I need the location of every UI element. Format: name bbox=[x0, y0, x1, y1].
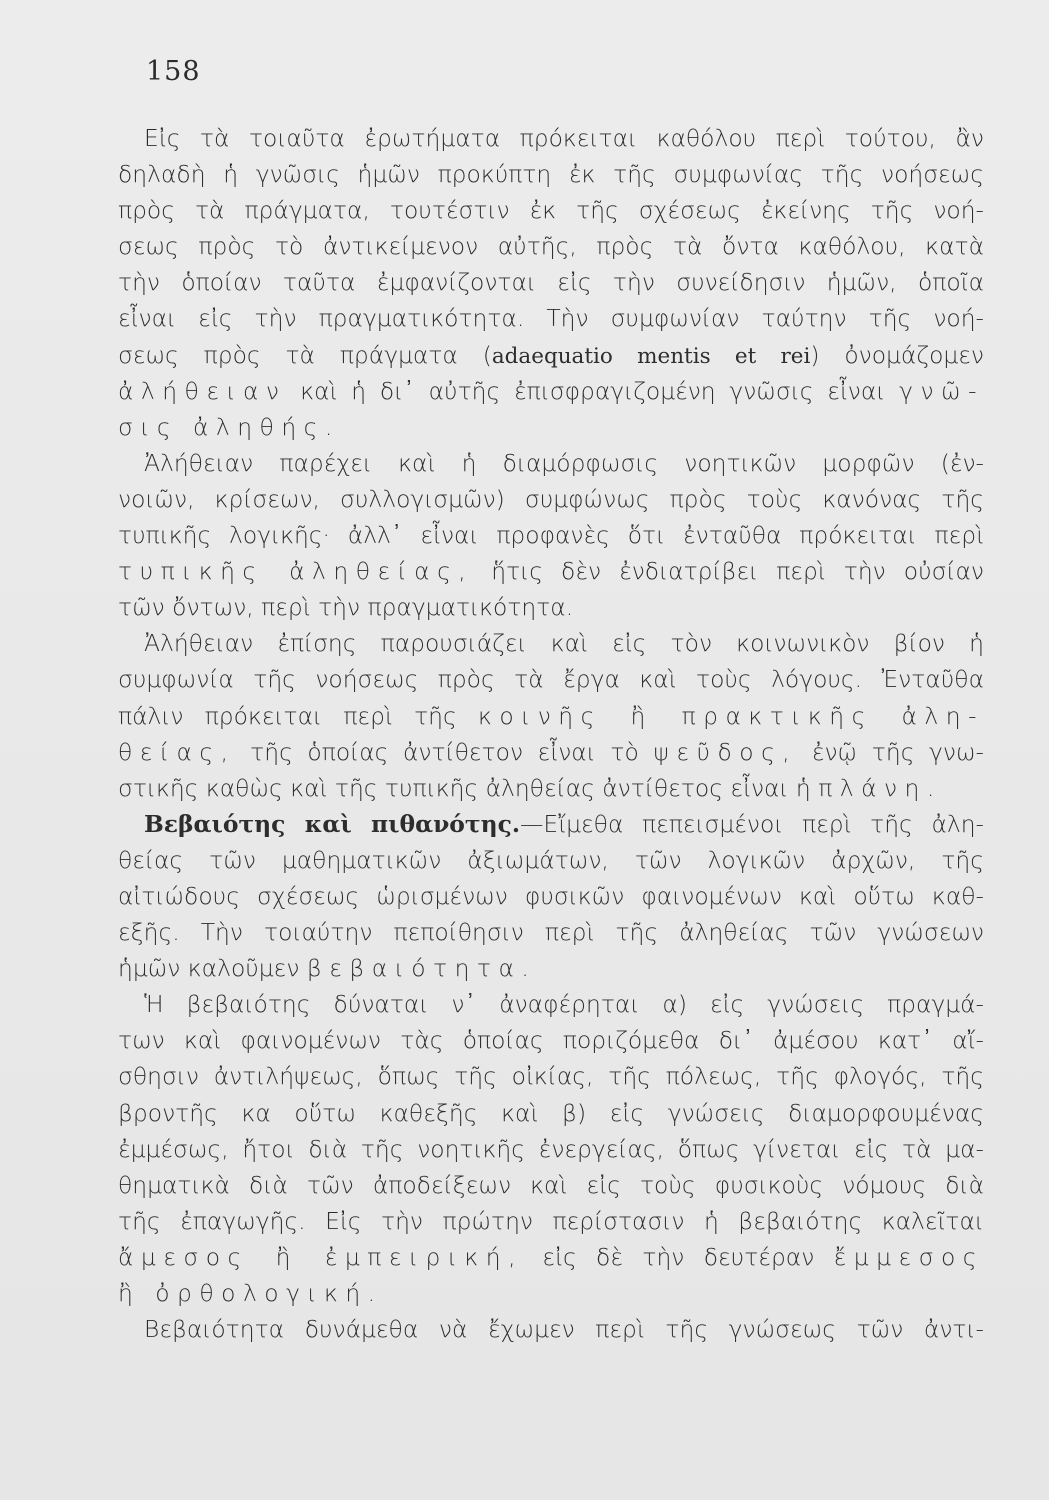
text-line bbox=[118, 1239, 984, 1275]
emphasized-term: τυπικῆς ἀληθείας, bbox=[118, 557, 474, 586]
text-line bbox=[118, 806, 984, 842]
text-segment: εἰς δὲ τὴν δευτέραν bbox=[523, 1242, 834, 1271]
text-line bbox=[118, 734, 984, 770]
section-heading: Βεβαιότης καὶ πιθανότης. bbox=[144, 809, 521, 838]
text-line: Εἰς τὰ τοιαῦτα ἐρωτήματα πρόκειται καθόλου περὶ τούτου, ἂν bbox=[144, 124, 984, 152]
text-segment: ἥτις δὲν ἐνδιατρίβει περὶ τὴν οὐσίαν bbox=[473, 557, 984, 586]
text-segment: σεως πρὸς τὰ πράγματα ( bbox=[118, 340, 492, 369]
text-line bbox=[118, 373, 984, 409]
text-line: ἢ ὀρθολογική. bbox=[118, 1279, 383, 1307]
text-line bbox=[118, 337, 984, 373]
text-line: εξῆς. Τὴν τοιαύτην πεποίθησιν περὶ τῆς ἀληθείας τῶν γνώσεων bbox=[118, 918, 984, 947]
body-text bbox=[118, 120, 984, 1347]
text-line: των καὶ φαινομένων τὰς ὁποίας πoριζόμεθα δι᾽ ἀμέσου κατ᾽ αἴ- bbox=[118, 1026, 984, 1055]
text-line: τυπικῆς λογικῆς· ἀλλ᾽ εἶναι προφανὲς ὅτι ἐνταῦθα πρόκειται περὶ bbox=[118, 521, 984, 550]
text-line: Ἀλήθειαν παρέχει καὶ ἡ διαμόρφωσις νοητικῶν μορφῶν (ἐν- bbox=[144, 448, 984, 477]
text-line: σεως πρὸς τὸ ἀντικείμενον αὐτῆς, πρὸς τὰ ὄντα καθόλου, κατὰ bbox=[118, 232, 984, 261]
emphasized-term: θείας, bbox=[118, 737, 236, 766]
text-segment: τῆς ὁποίας ἀντίθετον εἶναι τὸ bbox=[235, 737, 654, 766]
emphasized-term: ἔμμεσος bbox=[833, 1242, 984, 1271]
text-segment: —Εἴμεθα πεπεισμένοι περὶ τῆς ἀλη- bbox=[520, 809, 984, 838]
text-line: νοιῶν, κρίσεων, συλλογισμῶν) συμφώνως πρὸς τοὺς κανόνας τῆς bbox=[118, 484, 984, 513]
text-line: θείας τῶν μαθηματικῶν ἀξιωμάτων, τῶν λογικῶν ἀρχῶν, τῆς bbox=[118, 845, 984, 874]
text-line: Ἀλήθειαν ἐπίσης παρουσιάζει καὶ εἰς τὸν κοινωνικὸν βίον ἡ bbox=[144, 629, 984, 658]
text-segment: στικῆς καθὼς καὶ τῆς τυπικῆς ἀληθείας ἀντίθετος εἶναι ἡ bbox=[118, 773, 819, 802]
emphasized-term: βεβαιότητα. bbox=[306, 954, 537, 983]
text-line: Ἡ βεβαιότης δύναται ν᾽ ἀναφέρηται α) εἰς γνώσεις πραγμά- bbox=[144, 990, 984, 1019]
text-line: δηλαδὴ ἡ γνῶσις ἡμῶν προκύπτη ἐκ τῆς συμφωνίας τῆς νοήσεως bbox=[118, 160, 984, 189]
text-line bbox=[118, 770, 984, 806]
latin-phrase: adaequatio mentis et rei bbox=[491, 343, 811, 369]
text-line bbox=[118, 698, 984, 734]
text-line: τὴν ὁποίαν ταῦτα ἐμφανίζονται εἰς τὴν συνείδησιν ἡμῶν, ὁποῖα bbox=[118, 268, 984, 297]
text-line bbox=[118, 950, 984, 986]
page-number: 158 bbox=[146, 56, 201, 87]
text-line: εἶναι εἰς τὴν πραγματικότητα. Τὴν συμφωνίαν ταύτην τῆς νοή- bbox=[118, 304, 984, 333]
text-segment: ἐνῷ τῆς γνω- bbox=[797, 737, 984, 766]
text-line: βροντῆς κα οὕτω καθεξῆς καὶ β) εἰς γνώσεις διαμορφουμένας bbox=[118, 1098, 984, 1127]
text-line: σθησιν ἀντιλήψεως, ὅπως τῆς οἰκίας, τῆς πόλεως, τῆς φλογός, τῆς bbox=[118, 1062, 984, 1091]
emphasized-term: κοινῆς ἢ πρακτικῆς ἀλη- bbox=[477, 701, 984, 730]
text-line: σις ἀληθής. bbox=[118, 412, 340, 441]
text-segment: ἡμῶν καλοῦμεν bbox=[118, 954, 307, 983]
text-segment: πάλιν πρόκειται περὶ τῆς bbox=[118, 701, 478, 730]
emphasized-term: ἀλήθειαν bbox=[118, 376, 287, 405]
text-line: αἰτιώδους σχέσεως ὡρισμένων φυσικῶν φαινομένων καὶ οὕτω καθ- bbox=[118, 881, 984, 910]
emphasized-term: ψεῦδος, bbox=[653, 737, 798, 766]
emphasized-term: γνῶ- bbox=[899, 376, 984, 405]
text-line: Βεβαιότητα δυνάμεθα νὰ ἔχωμεν περὶ τῆς γνώσεως τῶν ἀντι- bbox=[144, 1315, 984, 1344]
text-line: ἐμμέσως, ἤτοι διὰ τῆς νοητικῆς ἐνεργείας, ὅπως γίνεται εἰς τὰ μα- bbox=[118, 1134, 984, 1163]
text-line: θηματικὰ διὰ τῶν ἀποδείξεων καὶ εἰς τοὺς φυσικοὺς νόμους διὰ bbox=[118, 1170, 984, 1199]
emphasized-term: πλάνη. bbox=[818, 773, 942, 802]
text-line: τῆς ἐπαγωγῆς. Εἰς τὴν πρώτην περίστασιν ἡ βεβαιότης καλεῖται bbox=[118, 1206, 984, 1235]
text-segment: καὶ ἡ δι᾽ αὐτῆς ἐπισφραγιζομένη γνῶσις εἶναι bbox=[286, 376, 900, 405]
text-line: συμφωνία τῆς νοήσεως πρὸς τὰ ἔργα καὶ τοὺς λόγους. Ἐνταῦθα bbox=[118, 665, 984, 694]
text-line: τῶν ὄντων, περὶ τὴν πραγματικότητα. bbox=[118, 593, 574, 622]
emphasized-term: ἄμεσος ἢ ἐμπειρική, bbox=[118, 1242, 524, 1271]
text-segment: ) ὀνομάζομεν bbox=[810, 340, 984, 369]
text-line bbox=[118, 553, 984, 589]
text-line: πρὸς τὰ πράγματα, τουτέστιν ἐκ τῆς σχέσεως ἐκείνης τῆς νοή- bbox=[118, 196, 984, 225]
